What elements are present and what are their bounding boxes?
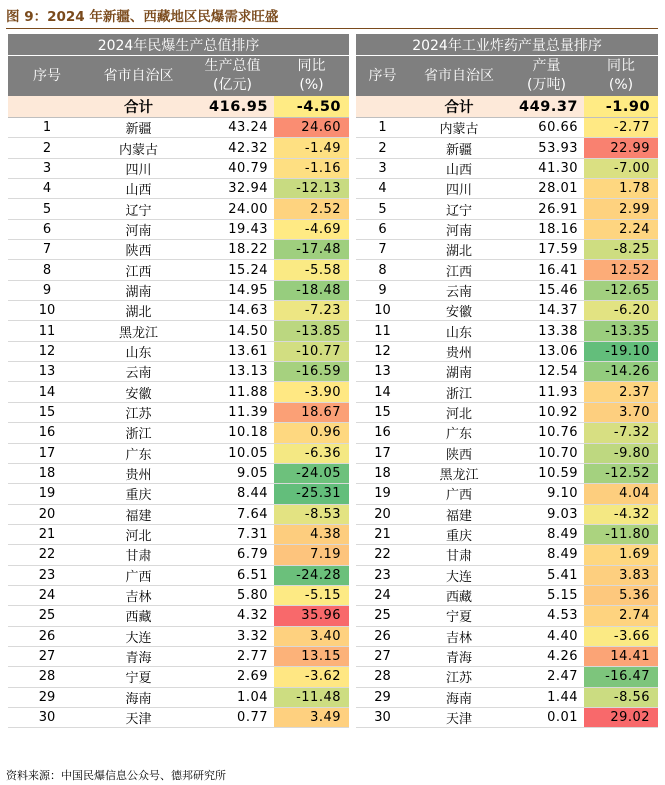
left-total-value: 416.95 [191,96,274,118]
left-province-cell: 湖北 [86,301,191,321]
right-value-cell: 5.15 [509,585,584,605]
right-value-cell: 17.59 [509,240,584,260]
right-rank-cell: 30 [356,707,409,727]
table-row [8,707,658,727]
left-total-yoy: -4.50 [274,96,349,118]
right-rank-cell: 12 [356,341,409,361]
right-yoy-cell: -16.47 [584,667,658,687]
left-value-cell: 2.69 [191,667,274,687]
left-value-cell: 2.77 [191,646,274,666]
right-rank-cell: 22 [356,545,409,565]
table-row [8,199,658,219]
right-value-cell: 9.03 [509,504,584,524]
right-rank-cell: 11 [356,321,409,341]
left-rank-cell: 12 [8,341,86,361]
right-province-cell: 大连 [409,565,509,585]
right-yoy-cell: -2.77 [584,118,658,138]
right-province-cell: 青海 [409,646,509,666]
right-value-cell: 11.93 [509,382,584,402]
left-province-cell: 黑龙江 [86,321,191,341]
right-value-cell: 10.59 [509,463,584,483]
left-value-cell: 40.79 [191,158,274,178]
left-rank-cell: 14 [8,382,86,402]
left-province-cell: 辽宁 [86,199,191,219]
right-value-cell: 4.40 [509,626,584,646]
left-rank-cell: 26 [8,626,86,646]
left-rank-cell: 10 [8,301,86,321]
left-value-cell: 7.64 [191,504,274,524]
left-province-cell: 山西 [86,179,191,199]
right-value-cell: 14.37 [509,301,584,321]
left-rank-cell: 21 [8,524,86,544]
right-value-cell: 41.30 [509,158,584,178]
right-rank-cell: 9 [356,280,409,300]
left-value-cell: 4.32 [191,606,274,626]
figure-title: 图 9：2024 年新疆、西藏地区民爆需求旺盛 [6,9,279,25]
left-value-cell: 8.44 [191,484,274,504]
left-rank-cell: 13 [8,362,86,382]
left-value-cell: 24.00 [191,199,274,219]
left-province-cell: 贵州 [86,463,191,483]
table-row [8,321,658,341]
source-note: 资料来源：中国民爆信息公众号、德邦研究所 [6,769,226,782]
left-rank-cell: 30 [8,707,86,727]
right-value-cell: 1.44 [509,687,584,707]
left-province-cell: 安徽 [86,382,191,402]
left-province-cell: 陕西 [86,240,191,260]
left-yoy-cell: 4.38 [274,524,349,544]
left-province-cell: 四川 [86,158,191,178]
right-province-cell: 山西 [409,158,509,178]
table-row [8,179,658,199]
title-divider [6,28,658,29]
right-yoy-cell: 2.37 [584,382,658,402]
right-rank-cell: 25 [356,606,409,626]
left-yoy-cell: -17.48 [274,240,349,260]
right-province-cell: 河南 [409,219,509,239]
left-value-cell: 43.24 [191,118,274,138]
table-row [8,301,658,321]
left-yoy-cell: -12.13 [274,179,349,199]
right-value-cell: 8.49 [509,545,584,565]
right-province-cell: 江苏 [409,667,509,687]
left-province-cell: 河北 [86,524,191,544]
right-value-cell: 15.46 [509,280,584,300]
right-col-rank: 序号 [356,56,409,97]
left-yoy-cell: -1.49 [274,138,349,158]
right-value-cell: 28.01 [509,179,584,199]
left-province-cell: 宁夏 [86,667,191,687]
left-yoy-cell: 3.40 [274,626,349,646]
left-province-cell: 云南 [86,362,191,382]
left-province-cell: 吉林 [86,585,191,605]
right-yoy-cell: 22.99 [584,138,658,158]
right-province-cell: 新疆 [409,138,509,158]
right-value-cell: 9.10 [509,484,584,504]
left-value-cell: 14.95 [191,280,274,300]
table-row [8,504,658,524]
left-yoy-cell: -16.59 [274,362,349,382]
left-province-cell: 广西 [86,565,191,585]
right-province-cell: 广西 [409,484,509,504]
right-value-cell: 13.38 [509,321,584,341]
left-rank-cell: 5 [8,199,86,219]
left-rank-cell: 6 [8,219,86,239]
right-yoy-cell: 3.83 [584,565,658,585]
left-province-cell: 重庆 [86,484,191,504]
right-value-cell: 2.47 [509,667,584,687]
left-province-cell: 湖南 [86,280,191,300]
table-row [8,280,658,300]
left-yoy-cell: -10.77 [274,341,349,361]
left-value-cell: 0.77 [191,707,274,727]
left-rank-cell: 8 [8,260,86,280]
table-row [8,423,658,443]
right-value-cell: 18.16 [509,219,584,239]
left-yoy-cell: -8.53 [274,504,349,524]
total-row [8,96,658,118]
left-rank-cell: 15 [8,402,86,422]
right-yoy-cell: 3.70 [584,402,658,422]
right-yoy-cell: -7.32 [584,423,658,443]
left-rank-cell: 1 [8,118,86,138]
left-yoy-cell: 24.60 [274,118,349,138]
left-yoy-cell: -18.48 [274,280,349,300]
right-province-cell: 贵州 [409,341,509,361]
left-col-rank: 序号 [8,56,86,97]
left-value-cell: 32.94 [191,179,274,199]
left-province-cell: 海南 [86,687,191,707]
left-value-cell: 10.18 [191,423,274,443]
right-province-cell: 安徽 [409,301,509,321]
right-value-cell: 0.01 [509,707,584,727]
left-value-cell: 19.43 [191,219,274,239]
left-rank-cell: 27 [8,646,86,666]
right-yoy-cell: -13.35 [584,321,658,341]
left-col-yoy: 同比 (%) [274,56,349,97]
right-value-cell: 10.70 [509,443,584,463]
left-province-cell: 甘肃 [86,545,191,565]
table-row [8,138,658,158]
left-yoy-cell: -24.05 [274,463,349,483]
right-province-cell: 重庆 [409,524,509,544]
left-value-cell: 3.32 [191,626,274,646]
table-row [8,341,658,361]
right-yoy-cell: 2.24 [584,219,658,239]
left-value-cell: 15.24 [191,260,274,280]
right-rank-cell: 24 [356,585,409,605]
left-province-cell: 河南 [86,219,191,239]
left-yoy-cell: -6.36 [274,443,349,463]
left-value-cell: 13.13 [191,362,274,382]
left-yoy-cell: -5.58 [274,260,349,280]
left-rank-cell: 22 [8,545,86,565]
right-value-cell: 26.91 [509,199,584,219]
right-province-cell: 辽宁 [409,199,509,219]
right-value-cell: 4.26 [509,646,584,666]
left-total-label: 合计 [86,96,191,118]
right-province-cell: 湖北 [409,240,509,260]
right-province-cell: 西藏 [409,585,509,605]
right-rank-cell: 20 [356,504,409,524]
left-yoy-cell: 7.19 [274,545,349,565]
right-rank-cell: 2 [356,138,409,158]
left-province-cell: 江苏 [86,402,191,422]
table-row [8,219,658,239]
right-col-value: 产量 (万吨) [509,56,584,97]
left-value-cell: 42.32 [191,138,274,158]
left-yoy-cell: -7.23 [274,301,349,321]
right-province-cell: 山东 [409,321,509,341]
right-rank-cell: 5 [356,199,409,219]
right-rank-cell: 6 [356,219,409,239]
left-rank-cell: 2 [8,138,86,158]
left-yoy-cell: 13.15 [274,646,349,666]
table-row [8,565,658,585]
left-value-cell: 7.31 [191,524,274,544]
right-province-cell: 宁夏 [409,606,509,626]
left-yoy-cell: 2.52 [274,199,349,219]
right-province-cell: 甘肃 [409,545,509,565]
left-table-title: 2024年民爆生产总值排序 [8,34,349,56]
right-value-cell: 12.54 [509,362,584,382]
right-province-cell: 吉林 [409,626,509,646]
right-rank-cell: 15 [356,402,409,422]
left-province-cell: 江西 [86,260,191,280]
right-yoy-cell: -12.52 [584,463,658,483]
right-rank-cell: 1 [356,118,409,138]
left-value-cell: 11.39 [191,402,274,422]
right-table-title: 2024年工业炸药产量总量排序 [356,34,658,56]
left-value-cell: 6.79 [191,545,274,565]
left-yoy-cell: -11.48 [274,687,349,707]
right-yoy-cell: -12.65 [584,280,658,300]
right-col-yoy: 同比 (%) [584,56,658,97]
left-value-cell: 11.88 [191,382,274,402]
left-province-cell: 浙江 [86,423,191,443]
right-rank-cell: 23 [356,565,409,585]
table-row [8,240,658,260]
left-value-cell: 1.04 [191,687,274,707]
table-row [8,524,658,544]
right-yoy-cell: -4.32 [584,504,658,524]
left-value-cell: 10.05 [191,443,274,463]
right-yoy-cell: -14.26 [584,362,658,382]
right-province-cell: 黑龙江 [409,463,509,483]
left-yoy-cell: -25.31 [274,484,349,504]
right-total-yoy: -1.90 [584,96,658,118]
right-province-cell: 四川 [409,179,509,199]
left-value-cell: 13.61 [191,341,274,361]
right-yoy-cell: 29.02 [584,707,658,727]
right-rank-cell: 13 [356,362,409,382]
left-value-cell: 9.05 [191,463,274,483]
right-rank-cell: 27 [356,646,409,666]
left-value-cell: 6.51 [191,565,274,585]
left-value-cell: 14.63 [191,301,274,321]
right-value-cell: 60.66 [509,118,584,138]
right-yoy-cell: -7.00 [584,158,658,178]
left-rank-cell: 3 [8,158,86,178]
right-yoy-cell: -19.10 [584,341,658,361]
left-province-cell: 山东 [86,341,191,361]
right-province-cell: 广东 [409,423,509,443]
right-yoy-cell: -3.66 [584,626,658,646]
left-rank-cell: 20 [8,504,86,524]
left-rank-cell: 24 [8,585,86,605]
right-value-cell: 5.41 [509,565,584,585]
right-rank-cell: 19 [356,484,409,504]
right-total-label: 合计 [409,96,509,118]
table-row [8,443,658,463]
table-body [8,96,658,728]
right-yoy-cell: -9.80 [584,443,658,463]
table-title-row [8,34,658,56]
right-value-cell: 53.93 [509,138,584,158]
table-row [8,606,658,626]
right-value-cell: 8.49 [509,524,584,544]
table-row [8,545,658,565]
left-rank-cell: 29 [8,687,86,707]
table-row [8,118,658,138]
left-province-cell: 西藏 [86,606,191,626]
table-row [8,687,658,707]
right-province-cell: 海南 [409,687,509,707]
right-rank-cell: 26 [356,626,409,646]
left-yoy-cell: 0.96 [274,423,349,443]
right-yoy-cell: 1.78 [584,179,658,199]
right-province-cell: 湖南 [409,362,509,382]
left-rank-cell: 7 [8,240,86,260]
right-total-value: 449.37 [509,96,584,118]
left-rank-cell: 28 [8,667,86,687]
right-rank-cell: 21 [356,524,409,544]
left-province-cell: 内蒙古 [86,138,191,158]
right-rank-cell: 17 [356,443,409,463]
table-row [8,158,658,178]
table-row [8,585,658,605]
right-province-cell: 江西 [409,260,509,280]
left-value-cell: 18.22 [191,240,274,260]
right-yoy-cell: 2.74 [584,606,658,626]
right-yoy-cell: -6.20 [584,301,658,321]
left-value-cell: 5.80 [191,585,274,605]
right-yoy-cell: 5.36 [584,585,658,605]
right-yoy-cell: 4.04 [584,484,658,504]
right-value-cell: 16.41 [509,260,584,280]
left-rank-cell: 18 [8,463,86,483]
right-province-cell: 河北 [409,402,509,422]
left-rank-cell: 23 [8,565,86,585]
right-yoy-cell: -11.80 [584,524,658,544]
left-yoy-cell: 18.67 [274,402,349,422]
left-col-value: 生产总值 (亿元) [191,56,274,97]
left-province-cell: 天津 [86,707,191,727]
right-yoy-cell: 2.99 [584,199,658,219]
left-rank-cell: 16 [8,423,86,443]
column-header-row [8,56,658,97]
left-province-cell: 福建 [86,504,191,524]
left-rank-cell: 9 [8,280,86,300]
left-yoy-cell: 3.49 [274,707,349,727]
right-rank-cell: 3 [356,158,409,178]
left-rank-cell: 19 [8,484,86,504]
left-yoy-cell: -24.28 [274,565,349,585]
table-row [8,402,658,422]
table-row [8,646,658,666]
right-col-province: 省市自治区 [409,56,509,97]
right-yoy-cell: 14.41 [584,646,658,666]
right-rank-cell: 7 [356,240,409,260]
right-province-cell: 浙江 [409,382,509,402]
right-rank-cell: 8 [356,260,409,280]
left-province-cell: 大连 [86,626,191,646]
left-rank-cell: 17 [8,443,86,463]
left-yoy-cell: -5.15 [274,585,349,605]
right-yoy-cell: 12.52 [584,260,658,280]
table-row [8,382,658,402]
right-province-cell: 福建 [409,504,509,524]
right-rank-cell: 18 [356,463,409,483]
table-row [8,362,658,382]
left-col-province: 省市自治区 [86,56,191,97]
right-rank-cell: 28 [356,667,409,687]
left-yoy-cell: -3.62 [274,667,349,687]
right-rank-cell: 16 [356,423,409,443]
right-province-cell: 云南 [409,280,509,300]
table-row [8,484,658,504]
right-value-cell: 4.53 [509,606,584,626]
left-province-cell: 广东 [86,443,191,463]
left-rank-cell: 11 [8,321,86,341]
right-rank-cell: 14 [356,382,409,402]
left-value-cell: 14.50 [191,321,274,341]
left-rank-cell: 4 [8,179,86,199]
left-yoy-cell: -3.90 [274,382,349,402]
left-rank-cell: 25 [8,606,86,626]
table-row [8,260,658,280]
right-yoy-cell: -8.56 [584,687,658,707]
right-value-cell: 10.92 [509,402,584,422]
left-province-cell: 新疆 [86,118,191,138]
right-value-cell: 10.76 [509,423,584,443]
table-row [8,626,658,646]
left-province-cell: 青海 [86,646,191,666]
right-rank-cell: 4 [356,179,409,199]
right-rank-cell: 29 [356,687,409,707]
table-row [8,667,658,687]
right-yoy-cell: 1.69 [584,545,658,565]
left-yoy-cell: -13.85 [274,321,349,341]
ranking-table [8,34,658,728]
table-row [8,463,658,483]
left-yoy-cell: 35.96 [274,606,349,626]
right-value-cell: 13.06 [509,341,584,361]
right-rank-cell: 10 [356,301,409,321]
left-yoy-cell: -1.16 [274,158,349,178]
right-province-cell: 天津 [409,707,509,727]
right-province-cell: 内蒙古 [409,118,509,138]
right-province-cell: 陕西 [409,443,509,463]
left-yoy-cell: -4.69 [274,219,349,239]
right-yoy-cell: -8.25 [584,240,658,260]
